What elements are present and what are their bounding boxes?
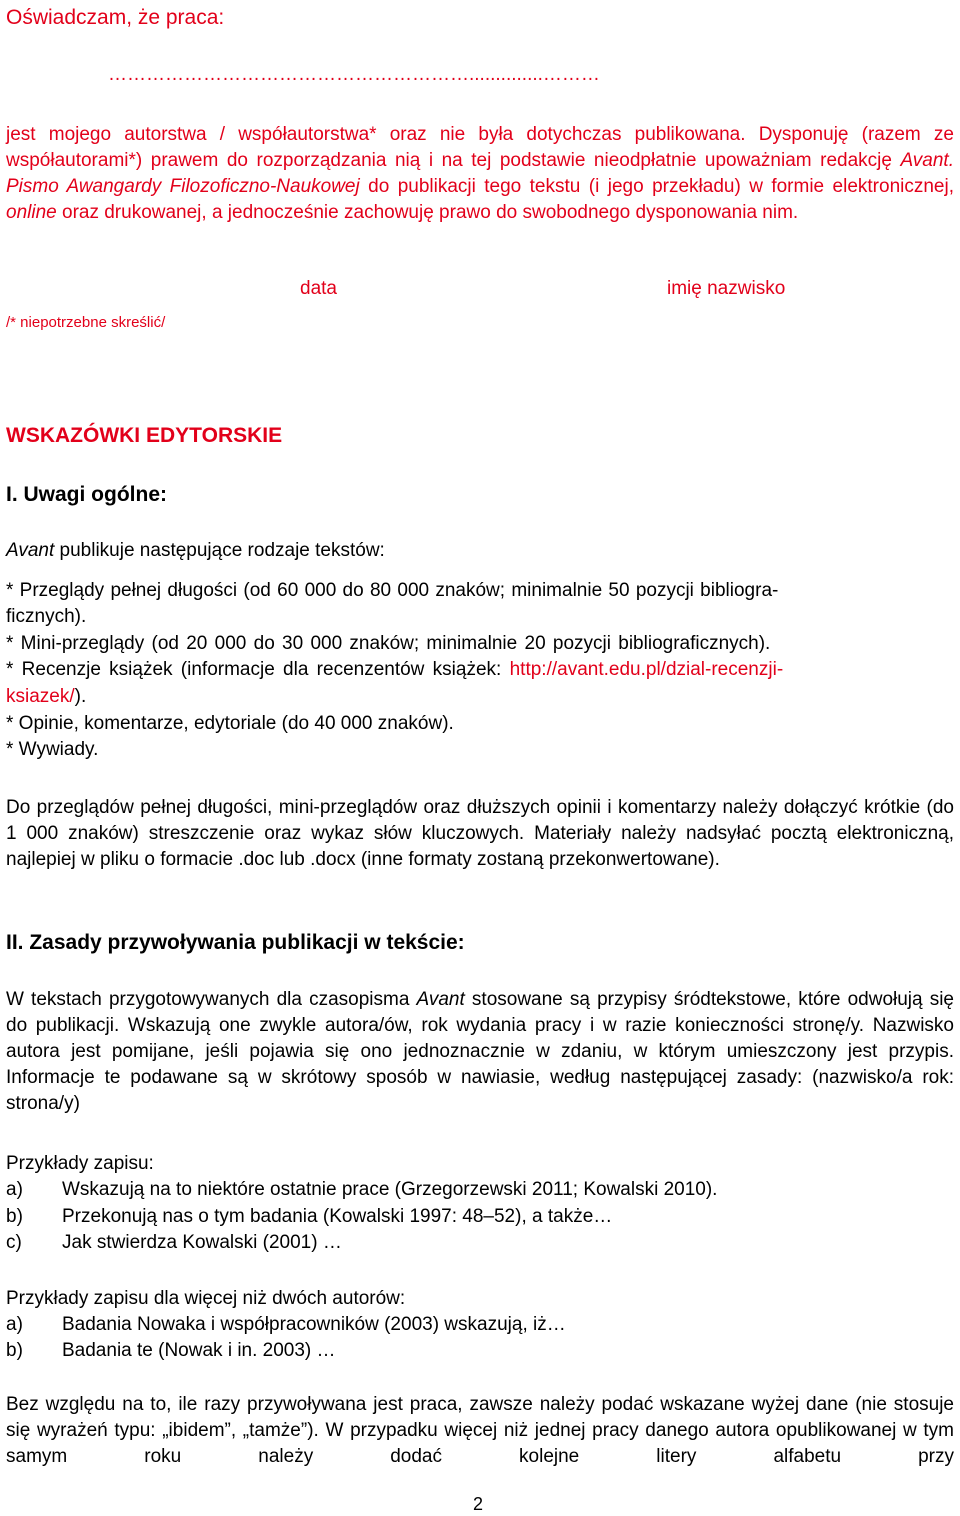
bullet-book-reviews-cont [6,684,86,710]
example2-item [6,1312,566,1338]
declaration-paragraph [6,122,954,226]
citation-avant: Avant [416,989,465,1010]
example-text: Jak stwierdza Kowalski (2001) … [62,1232,342,1253]
example-item [6,1230,342,1256]
example-item [6,1204,612,1230]
date-label: data [300,278,337,299]
intro-rest: publikuje następujące rodzaje tekstów: [54,540,385,561]
example-label: a) [6,1179,23,1200]
declaration-dots: …………………………………………………..............……… [108,64,600,85]
examples-heading: Przykłady zapisu: [6,1153,154,1174]
name-label: imię nazwisko [667,278,786,299]
section-1-heading: I. Uwagi ogólne: [6,483,167,506]
example2-label: a) [6,1314,23,1335]
section-2-heading: II. Zasady przywoływania publikacji w tekście: [6,931,465,954]
page-number: 2 [473,1494,484,1514]
citation-paragraph [6,987,954,1117]
bullet-opinions: * Opinie, komentarze, edytoriale (do 40 000 znaków). [6,713,454,734]
bullet-book-reviews-text: * Recenzje książek (informacje dla recenzentów książek: [6,659,510,680]
declaration-text-a: jest mojego autorstwa / współautorstwa* oraz nie była dotychczas publikowana. Dysponuję (razem ze współautorami*) prawem do rozporządzania nią i na tej podstawie nieodpłatnie upoważniam redakcję [6,124,954,171]
example-item [6,1177,717,1203]
example-label: c) [6,1232,22,1253]
bullet-interviews: * Wywiady. [6,739,99,760]
declaration-text-c: oraz drukowanej, a jednocześnie zachowuję prawo do swobodnego dysponowania nim. [56,202,799,223]
declaration-text-b: do publikacji tego tekstu (i jego przekładu) w formie elektronicznej, [359,176,954,197]
strike-note: /* niepotrzebne skreślić/ [6,314,166,331]
bullet-book-reviews [6,657,783,683]
intro-avant: Avant [6,540,55,561]
example2-text: Badania Nowaka i współpracowników (2003) wskazują, iż… [62,1314,566,1335]
intro-line [6,538,385,564]
guidelines-title: WSKAZÓWKI EDYTORSKIE [6,424,283,447]
declaration-journal-name: Pismo Awangardy Filozoficzno-Naukowej [6,176,360,197]
declaration-online: online [6,202,57,223]
examples2-heading: Przykłady zapisu dla więcej niż dwóch autorów: [6,1288,406,1309]
citation-text-a: W tekstach przygotowywanych dla czasopisma [6,989,417,1010]
book-reviews-link[interactable]: http://avant.edu.pl/dzial-recenzji- [509,659,784,680]
example2-label: b) [6,1340,23,1361]
citation-text-b: stosowane są przypisy śródtekstowe, które odwołują się do publikacji. Wskazują one zwykle autora/ów, rok wydania pracy i w razie konieczności stronę/y. Nazwisko autora jest pomijane, jeśli pojawia się ono jednoznacznie w zdaniu, w którym umieszczony jest przypis. Informacje te podawane są w skrótowy sposób w nawiasie, według następującej zasady: (nazwisko/a rok: strona/y) [6,989,955,1114]
bullet-mini-reviews: * Mini-przeglądy (od 20 000 do 30 000 znaków; minimalnie 20 pozycji bibliograficznych). [6,633,771,654]
example-text: Przekonują nas o tym badania (Kowalski 1997: 48–52), a także… [62,1206,613,1227]
example-text: Wskazują na to niektóre ostatnie prace (Grzegorzewski 2011; Kowalski 2010). [62,1179,718,1200]
example-label: b) [6,1206,23,1227]
bullet-reviews-cont: ficznych). [6,606,87,627]
link-close: ). [74,686,87,707]
declaration-heading: Oświadczam, że praca: [6,6,225,29]
example2-item [6,1338,336,1364]
book-reviews-link-cont[interactable]: ksiazek/ [6,686,75,707]
submission-paragraph: Do przeglądów pełnej długości, mini-przeglądów oraz dłuższych opinii i komentarzy należy dołączyć krótkie (do 1 000 znaków) streszczenie oraz wykaz słów kluczowych. Materiały należy nadsyłać pocztą elektroniczną, najlepiej w pliku o formacie .doc lub .docx (inne formaty zostaną przekonwertowane). [6,797,954,870]
repeat-citation-paragraph: Bez względu na to, ile razy przywoływana jest praca, zawsze należy podać wskazane wyżej dane (nie stosuje się wyrażeń typu: „ibidem”, „tamże”). W przypadku więcej niż jednej pracy danego autora opublikowanej w tym samym roku należy dodać kolejne litery alfabetu przy [6,1394,954,1467]
declaration-avant: Avant. [900,150,954,171]
example2-text: Badania te (Nowak i in. 2003) … [62,1340,336,1361]
bullet-reviews: * Przeglądy pełnej długości (od 60 000 do 80 000 znaków; minimalnie 50 pozycji bibliogra- [6,580,779,601]
